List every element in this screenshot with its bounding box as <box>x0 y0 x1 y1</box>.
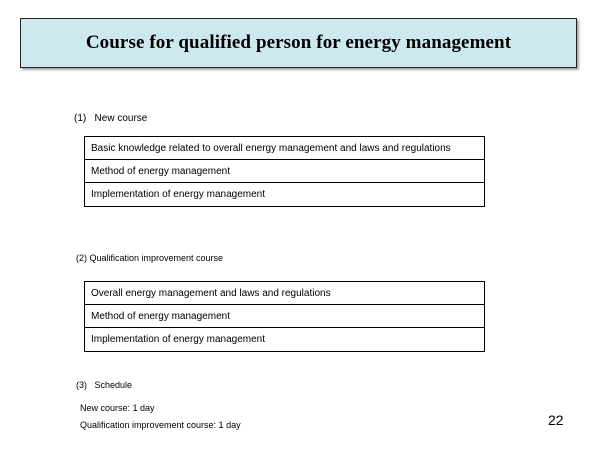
table-row: Basic knowledge related to overall energy management and laws and regulations <box>85 137 484 160</box>
table-row: Method of energy management <box>85 305 484 328</box>
page-number: 22 <box>548 412 564 428</box>
slide-title: Course for qualified person for energy management <box>85 32 512 53</box>
table-row: Implementation of energy management <box>91 334 265 345</box>
table-row: Overall energy management and laws and regulations <box>85 282 484 305</box>
schedule-line-qualification-course: Qualification improvement course: 1 day <box>80 420 241 430</box>
new-course-heading: (1) New course <box>74 113 148 124</box>
new-course-table <box>84 136 485 207</box>
title-box <box>20 18 577 68</box>
qualification-course-table <box>84 281 485 352</box>
schedule-line-new-course: New course: 1 day <box>80 403 155 413</box>
schedule-heading: (3) Schedule <box>76 380 133 390</box>
table-row: Method of energy management <box>85 160 484 183</box>
qualification-course-heading: (2) Qualification improvement course <box>76 253 224 263</box>
table-row: Implementation of energy management <box>91 189 265 200</box>
